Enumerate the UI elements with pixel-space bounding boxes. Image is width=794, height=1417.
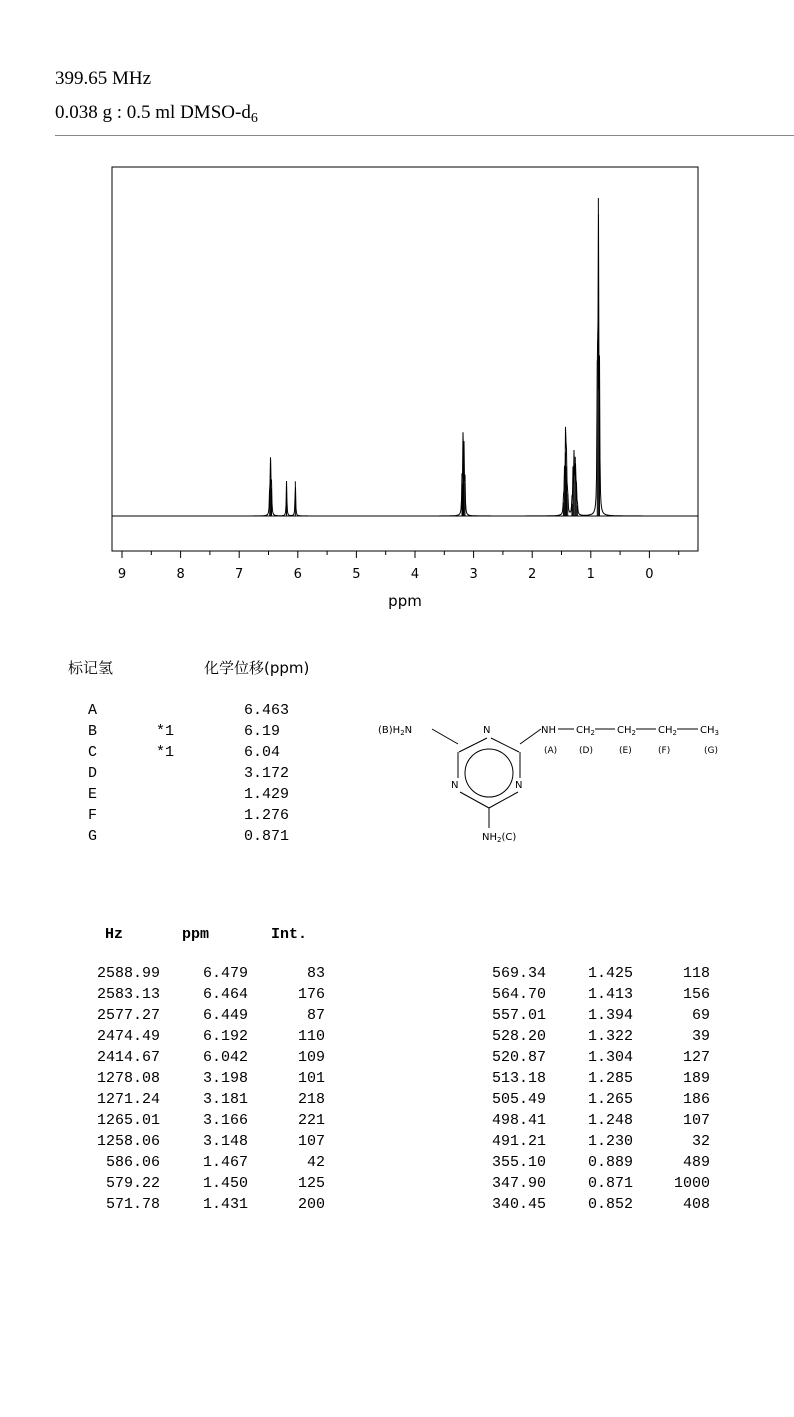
peak-table-hz-cell: 1258.06: [96, 1133, 160, 1150]
peak-table-int-cell: 176: [297, 986, 325, 1003]
peak-table-ppm-cell: 0.871: [587, 1175, 633, 1192]
x-tick-label: 1: [586, 567, 595, 582]
ch2-d-label: $CH_2$: [576, 725, 595, 737]
peak-table-hz-cell: 2474.49: [96, 1028, 160, 1045]
peak-table-hz-cell: 347.90: [491, 1175, 546, 1192]
peak-table-int-cell: 218: [297, 1091, 325, 1108]
peak-table-ppm-cell: 6.464: [202, 986, 248, 1003]
ch3-g-label: $CH_3$: [700, 725, 719, 737]
peak-table-int-cell: 107: [297, 1133, 325, 1150]
assignment-label: D: [88, 765, 98, 782]
x-tick-label: 8: [176, 567, 185, 582]
assignment-label: E: [88, 786, 98, 803]
peak-table-hz-cell: 571.78: [105, 1196, 160, 1213]
peak-table-ppm-cell: 1.265: [587, 1091, 633, 1108]
peak-table-ppm-cell: 6.192: [202, 1028, 248, 1045]
assignment-shift: 6.04: [244, 744, 281, 761]
peak-table-int-cell: 42: [306, 1154, 325, 1171]
aromatic-circle: [465, 749, 513, 797]
assignment-shift: 1.276: [244, 807, 290, 824]
x-axis-label: ppm: [388, 592, 422, 610]
amine-b-label: $(B)H_2N$: [378, 725, 413, 737]
peak-table-ppm-header: ppm: [182, 926, 210, 943]
peak-table-int-header: Int.: [271, 926, 308, 943]
nh-label: NH: [541, 725, 556, 736]
ring-nitrogen-left: N: [451, 780, 459, 791]
triazine-ring: [458, 738, 523, 808]
peak-table-hz-cell: 2414.67: [96, 1049, 160, 1066]
peak-table-hz-cell: 1271.24: [96, 1091, 160, 1108]
spectrum-trace: [113, 214, 697, 516]
peak-table-hz-cell: 579.22: [105, 1175, 160, 1192]
peak-table-ppm-cell: 1.425: [587, 965, 633, 982]
assignment-shift: 6.19: [244, 723, 281, 740]
peak-table-hz-cell: 491.21: [491, 1133, 546, 1150]
peak-table-ppm-cell: 1.230: [587, 1133, 633, 1150]
label-e: (E): [619, 746, 632, 756]
ring-nitrogen-right: N: [515, 780, 523, 791]
peak-table-hz-cell: 1265.01: [96, 1112, 160, 1129]
peak-table-int-cell: 125: [297, 1175, 325, 1192]
x-tick-label: 7: [235, 567, 244, 582]
peak-table-hz-cell: 2588.99: [96, 965, 160, 982]
peak-table-int-cell: 221: [297, 1112, 325, 1129]
x-tick-label: 5: [352, 567, 361, 582]
sample-conditions: [55, 102, 258, 124]
label-d: (D): [579, 746, 593, 756]
peak-table-ppm-cell: 3.198: [202, 1070, 248, 1087]
peak-table-int-cell: 186: [682, 1091, 710, 1108]
peak-table-ppm-cell: 1.322: [587, 1028, 633, 1045]
peak-lines: [270, 198, 600, 516]
x-tick-label: 9: [117, 567, 127, 582]
peak-table-ppm-cell: 3.166: [202, 1112, 248, 1129]
peak-table-int-cell: 127: [682, 1049, 710, 1066]
peak-table-ppm-cell: 6.042: [202, 1049, 248, 1066]
molecule-structure: [370, 708, 740, 848]
assignment-note: *1: [156, 723, 175, 740]
ring-nitrogen-top: N: [483, 725, 491, 736]
peak-table-ppm-cell: 1.450: [202, 1175, 248, 1192]
amine-c-label: $NH_2(C)$: [482, 832, 517, 844]
peak-table-int-cell: 32: [691, 1133, 710, 1150]
peak-table-ppm-cell: 3.181: [202, 1091, 248, 1108]
spectrometer-frequency: 399.65 MHz: [55, 68, 152, 89]
peak-table-int-cell: 110: [297, 1028, 325, 1045]
peak-table-ppm-cell: 1.394: [587, 1007, 633, 1024]
peak-table-hz-cell: 528.20: [491, 1028, 546, 1045]
x-tick-label: 0: [645, 567, 654, 582]
peak-table-ppm-cell: 6.479: [202, 965, 248, 982]
ch2-f-label: $CH_2$: [658, 725, 677, 737]
peak-table-int-cell: 39: [691, 1028, 710, 1045]
peak-table-int-cell: 87: [306, 1007, 325, 1024]
assignment-label: A: [88, 702, 98, 719]
assignment-label: B: [88, 723, 98, 740]
peak-table-int-cell: 118: [682, 965, 710, 982]
peak-table-ppm-cell: 3.148: [202, 1133, 248, 1150]
peak-table-ppm-cell: 1.304: [587, 1049, 633, 1066]
peak-table-int-cell: 200: [297, 1196, 325, 1213]
peak-table-ppm-cell: 0.852: [587, 1196, 633, 1213]
label-a: (A): [544, 746, 558, 756]
peak-table-ppm-cell: 1.467: [202, 1154, 248, 1171]
assignment-label: C: [88, 744, 98, 761]
peak-table-hz-cell: 498.41: [491, 1112, 546, 1129]
peak-table-int-cell: 101: [297, 1070, 325, 1087]
ch2-e-label: $CH_2$: [617, 725, 636, 737]
peak-table-hz-cell: 520.87: [491, 1049, 546, 1066]
sample-subscript: 6: [250, 111, 258, 126]
peak-table-hz-cell: 2583.13: [96, 986, 160, 1003]
assignment-label-header: 标记氢: [68, 659, 114, 677]
x-tick-label: 2: [528, 567, 537, 582]
peak-table-int-cell: 1000: [673, 1175, 710, 1192]
peak-table-hz-cell: 564.70: [491, 986, 546, 1003]
assignment-shift: 6.463: [244, 702, 290, 719]
peak-table-hz-cell: 569.34: [491, 965, 546, 982]
plot-frame: [112, 167, 698, 551]
peak-table-hz-header: Hz: [105, 926, 124, 943]
peak-table-int-cell: 107: [682, 1112, 710, 1129]
peak-table-int-cell: 489: [682, 1154, 710, 1171]
x-tick-label: 6: [293, 567, 302, 582]
assignment-shift: 1.429: [244, 786, 290, 803]
nmr-spectrum-chart: [0, 150, 794, 620]
peak-table-ppm-cell: 1.248: [587, 1112, 633, 1129]
assignment-note: *1: [156, 744, 175, 761]
assignment-label: F: [88, 807, 98, 824]
peak-table-ppm-cell: 1.431: [202, 1196, 248, 1213]
peak-table-hz-cell: 340.45: [491, 1196, 546, 1213]
peak-table-int-cell: 109: [297, 1049, 325, 1066]
assignment-shift-header: 化学位移(ppm): [204, 659, 310, 677]
peak-table-hz-cell: 513.18: [491, 1070, 546, 1087]
peak-table-hz-cell: 355.10: [491, 1154, 546, 1171]
header-divider: [55, 135, 794, 136]
peak-table-int-cell: 83: [306, 965, 325, 982]
x-axis-ticks: [118, 551, 679, 582]
assignment-shift: 0.871: [244, 828, 290, 845]
bonds: [432, 729, 698, 828]
assignment-shift: 3.172: [244, 765, 290, 782]
peak-table-ppm-cell: 1.413: [587, 986, 633, 1003]
peak-table-ppm-cell: 0.889: [587, 1154, 633, 1171]
peak-table-ppm-cell: 1.285: [587, 1070, 633, 1087]
peak-table-hz-cell: 2577.27: [96, 1007, 160, 1024]
label-f: (F): [658, 746, 671, 756]
peak-table-int-cell: 408: [682, 1196, 710, 1213]
peak-table-int-cell: 156: [682, 986, 710, 1003]
peak-table-hz-cell: 586.06: [105, 1154, 160, 1171]
peak-table-ppm-cell: 6.449: [202, 1007, 248, 1024]
peak-table-hz-cell: 505.49: [491, 1091, 546, 1108]
label-g: (G): [704, 746, 718, 756]
assignment-label: G: [88, 828, 98, 845]
x-tick-label: 4: [410, 567, 420, 582]
x-tick-label: 3: [469, 567, 478, 582]
peak-table-int-cell: 189: [682, 1070, 710, 1087]
peak-table-hz-cell: 1278.08: [96, 1070, 160, 1087]
peak-table-hz-cell: 557.01: [491, 1007, 546, 1024]
sample-text: 0.038 g : 0.5 ml DMSO-d: [55, 102, 251, 123]
peak-table-int-cell: 69: [691, 1007, 710, 1024]
